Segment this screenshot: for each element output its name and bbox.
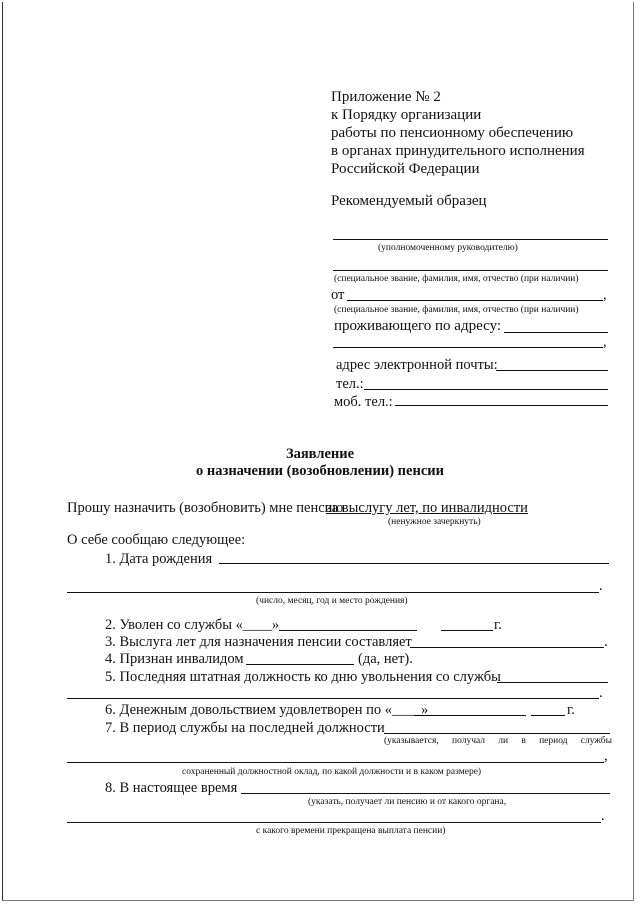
item-8-line bbox=[241, 793, 610, 794]
item-1-period: . bbox=[599, 578, 603, 594]
item-2-month-line bbox=[279, 630, 417, 631]
address-line-2 bbox=[333, 347, 603, 348]
item-7-hint bbox=[384, 736, 612, 746]
email-line bbox=[496, 370, 608, 371]
item-7-hint-e: период bbox=[539, 736, 568, 746]
item-5-line-2 bbox=[67, 698, 599, 699]
sample-label: Рекомендуемый образец bbox=[331, 193, 487, 209]
intro-text: О себе сообщаю следующее: bbox=[67, 532, 246, 548]
item-7-hint-b: получал bbox=[452, 736, 486, 746]
item-7-label: 7. В период службы на последней должности bbox=[105, 720, 385, 736]
item-7-hint-2: сохраненный должностной оклад, по какой должности и в каком размере) bbox=[182, 767, 482, 777]
item-7-hint-a: (указывается, bbox=[384, 736, 439, 746]
from-comma: , bbox=[603, 287, 607, 303]
document-subtitle: о назначении (возобновлении) пенсии bbox=[196, 463, 444, 479]
item-5-line bbox=[497, 682, 608, 683]
item-8-line-2 bbox=[67, 822, 601, 823]
item-6-label: 6. Денежным довольствием удовлетворен по «____» bbox=[105, 702, 429, 718]
item-6-month-line bbox=[414, 715, 526, 716]
item-8-period: . bbox=[601, 808, 605, 824]
item-7-hint-d: в bbox=[521, 736, 526, 746]
mobile-line bbox=[395, 405, 608, 406]
header-line-3: в органах принудительного исполнения bbox=[331, 143, 585, 159]
item-5-label: 5. Последняя штатная должность ко дню увольнения со службы bbox=[105, 669, 501, 685]
address-line-1 bbox=[504, 332, 608, 333]
item-7-hint-f: службы bbox=[580, 736, 612, 746]
address-comma: , bbox=[603, 334, 607, 350]
item-4-options: (да, нет). bbox=[358, 651, 413, 667]
item-1-line-2 bbox=[67, 592, 599, 593]
item-6-year: г. bbox=[567, 702, 575, 718]
item-7-line-2 bbox=[67, 762, 604, 763]
address-label: проживающего по адресу: bbox=[334, 318, 502, 334]
request-text: Прошу назначить (возобновить) мне пенсию bbox=[67, 500, 344, 516]
item-8-hint: (указать, получает ли пенсию и от какого органа, bbox=[308, 797, 507, 807]
item-4-label: 4. Признан инвалидом bbox=[105, 651, 244, 667]
rank-line bbox=[333, 270, 608, 271]
item-8-hint-2: с какого времени прекращена выплата пенсии) bbox=[256, 826, 446, 836]
document-title: Заявление bbox=[285, 446, 355, 462]
item-3-period: . bbox=[604, 634, 608, 650]
item-2-label: 2. Уволен со службы «____» bbox=[105, 617, 280, 633]
appendix-number: Приложение № 2 bbox=[331, 89, 441, 105]
hint-rank: (специальное звание, фамилия, имя, отчество (при наличии) bbox=[334, 274, 579, 284]
item-1-line bbox=[219, 563, 609, 564]
item-3-label: 3. Выслуга лет для назначения пенсии составляет bbox=[105, 634, 412, 650]
mobile-label: моб. тел.: bbox=[334, 394, 393, 410]
item-7-comma: , bbox=[604, 748, 608, 764]
header-line-2: работы по пенсионному обеспечению bbox=[331, 125, 574, 141]
phone-line bbox=[364, 389, 608, 390]
hint-rank-2: (специальное звание, фамилия, имя, отчество (при наличии) bbox=[334, 305, 579, 315]
email-label: адрес электронной почты: bbox=[336, 357, 498, 373]
hint-head: (уполномоченному руководителю) bbox=[378, 243, 518, 253]
item-5-period: . bbox=[599, 685, 603, 701]
item-7-hint-c: ли bbox=[498, 736, 509, 746]
from-line bbox=[347, 300, 603, 301]
item-6-year-line bbox=[531, 715, 565, 716]
item-1-hint: (число, месяц, год и место рождения) bbox=[256, 596, 408, 606]
head-line bbox=[333, 239, 608, 240]
item-2-year-line bbox=[441, 630, 493, 631]
item-1-label: 1. Дата рождения bbox=[105, 551, 213, 567]
item-8-label: 8. В настоящее время bbox=[105, 780, 238, 796]
item-2-year: г. bbox=[494, 617, 502, 633]
phone-label: тел.: bbox=[336, 376, 364, 392]
header-line-1: к Порядку организации bbox=[331, 107, 482, 123]
request-hint: (ненужное зачеркнуть) bbox=[388, 517, 481, 527]
from-label: от bbox=[331, 287, 345, 303]
item-3-line bbox=[410, 647, 604, 648]
item-4-line bbox=[246, 664, 354, 665]
item-7-line bbox=[384, 733, 610, 734]
header-line-4: Российской Федерации bbox=[331, 161, 480, 177]
request-options: за выслугу лет, по инвалидности bbox=[326, 500, 528, 516]
